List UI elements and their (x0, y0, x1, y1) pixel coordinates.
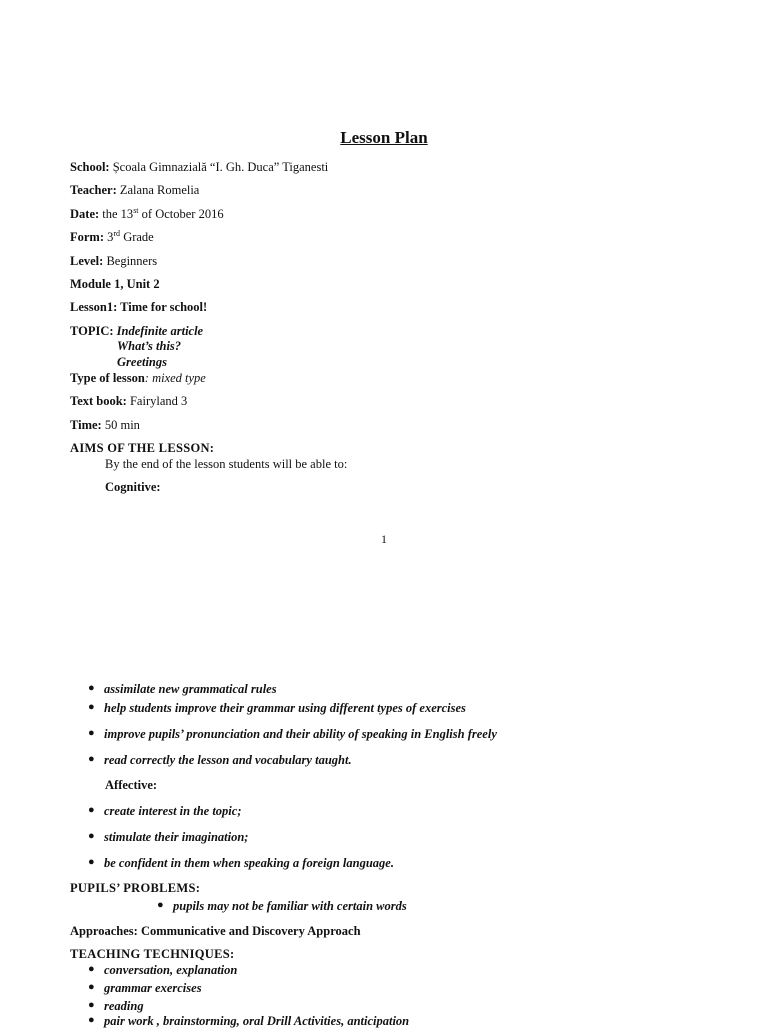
cognitive-item: help students improve their grammar using different types of exercises (104, 701, 466, 715)
form-sup: rd (113, 228, 121, 238)
teacher-value: Zalana Romelia (119, 183, 200, 197)
page-number: 1 (381, 532, 387, 546)
technique-item: pair work , brainstorming, oral Drill Activities, anticipation (104, 1014, 410, 1028)
affective-item: stimulate their imagination; (104, 830, 249, 844)
teacher-label: Teacher: (70, 183, 117, 197)
date-sup: st (133, 205, 139, 215)
approaches-line: Approaches: Communicative and Discovery Approach (70, 924, 361, 938)
form-suffix: Grade (120, 230, 154, 244)
form-line (70, 230, 154, 245)
topic-label: TOPIC: (70, 324, 114, 338)
list-item (88, 682, 277, 697)
list-item (88, 804, 241, 819)
list-item (157, 899, 407, 914)
type-of-lesson-label: Type of lesson (70, 371, 145, 385)
text-book-label: Text book: (70, 394, 127, 408)
list-item (88, 856, 394, 871)
form-label: Form: (70, 230, 105, 244)
form-prefix: 3 (107, 230, 114, 244)
list-item (88, 981, 202, 996)
date-prefix: the 13 (102, 207, 134, 221)
bullet-icon: ● (88, 1014, 95, 1026)
list-item (88, 1014, 409, 1029)
bullet-icon: ● (88, 701, 95, 713)
list-item (88, 830, 248, 845)
pupils-problems-item: pupils may not be familiar with certain words (173, 899, 407, 913)
text-book-line (70, 394, 187, 409)
type-of-lesson-value: : mixed type (144, 371, 206, 385)
list-item (88, 701, 466, 716)
techniques-heading: TEACHING TECHNIQUES: (70, 947, 235, 961)
time-label: Time: (70, 418, 102, 432)
pupils-problems-heading: PUPILS’ PROBLEMS: (70, 881, 201, 895)
bullet-icon: ● (88, 981, 95, 993)
bullet-icon: ● (88, 830, 95, 842)
cognitive-item: read correctly the lesson and vocabulary taught. (104, 753, 352, 767)
cognitive-label: Cognitive: (105, 480, 161, 494)
bullet-icon: ● (88, 804, 95, 816)
type-of-lesson-line (70, 371, 206, 386)
list-item (88, 753, 352, 768)
bullet-icon: ● (88, 753, 95, 765)
bullet-icon: ● (88, 727, 95, 739)
date-suffix: of October 2016 (138, 207, 224, 221)
date-line (70, 207, 224, 222)
bullet-icon: ● (88, 682, 95, 694)
list-item (88, 999, 144, 1014)
technique-item: grammar exercises (104, 981, 202, 995)
level-value: Beginners (106, 254, 158, 268)
bullet-icon: ● (157, 899, 164, 911)
level-line (70, 254, 157, 269)
page-title: Lesson Plan (340, 128, 428, 147)
text-book-value: Fairyland 3 (129, 394, 188, 408)
time-line (70, 418, 140, 433)
date-label: Date: (70, 207, 100, 221)
bullet-icon: ● (88, 999, 95, 1011)
affective-item: be confident in them when speaking a foreign language. (104, 856, 394, 870)
teacher-line (70, 183, 199, 198)
list-item (88, 963, 237, 978)
school-label: School: (70, 160, 110, 174)
list-item (88, 727, 497, 742)
affective-label: Affective: (105, 778, 158, 792)
topic-line (70, 324, 203, 339)
topic-item: Indefinite article (116, 324, 204, 338)
cognitive-item: improve pupils’ pronunciation and their ability of speaking in English freely (104, 727, 497, 741)
affective-item: create interest in the topic; (104, 804, 242, 818)
lesson-line: Lesson1: Time for school! (70, 300, 208, 314)
school-line (70, 160, 328, 175)
technique-item: conversation, explanation (104, 963, 238, 977)
technique-item: reading (104, 999, 144, 1013)
bullet-icon: ● (88, 963, 95, 975)
time-value: 50 min (104, 418, 140, 432)
module-line: Module 1, Unit 2 (70, 277, 160, 291)
topic-item: What’s this? (117, 339, 182, 353)
cognitive-item: assimilate new grammatical rules (104, 682, 277, 696)
topic-item: Greetings (117, 355, 167, 369)
school-value: Școala Gimnazială “I. Gh. Duca” Tiganesti (112, 160, 329, 174)
bullet-icon: ● (88, 856, 95, 868)
level-label: Level: (70, 254, 104, 268)
aims-heading: AIMS OF THE LESSON: (70, 441, 215, 455)
aims-intro: By the end of the lesson students will be able to: (105, 457, 348, 471)
